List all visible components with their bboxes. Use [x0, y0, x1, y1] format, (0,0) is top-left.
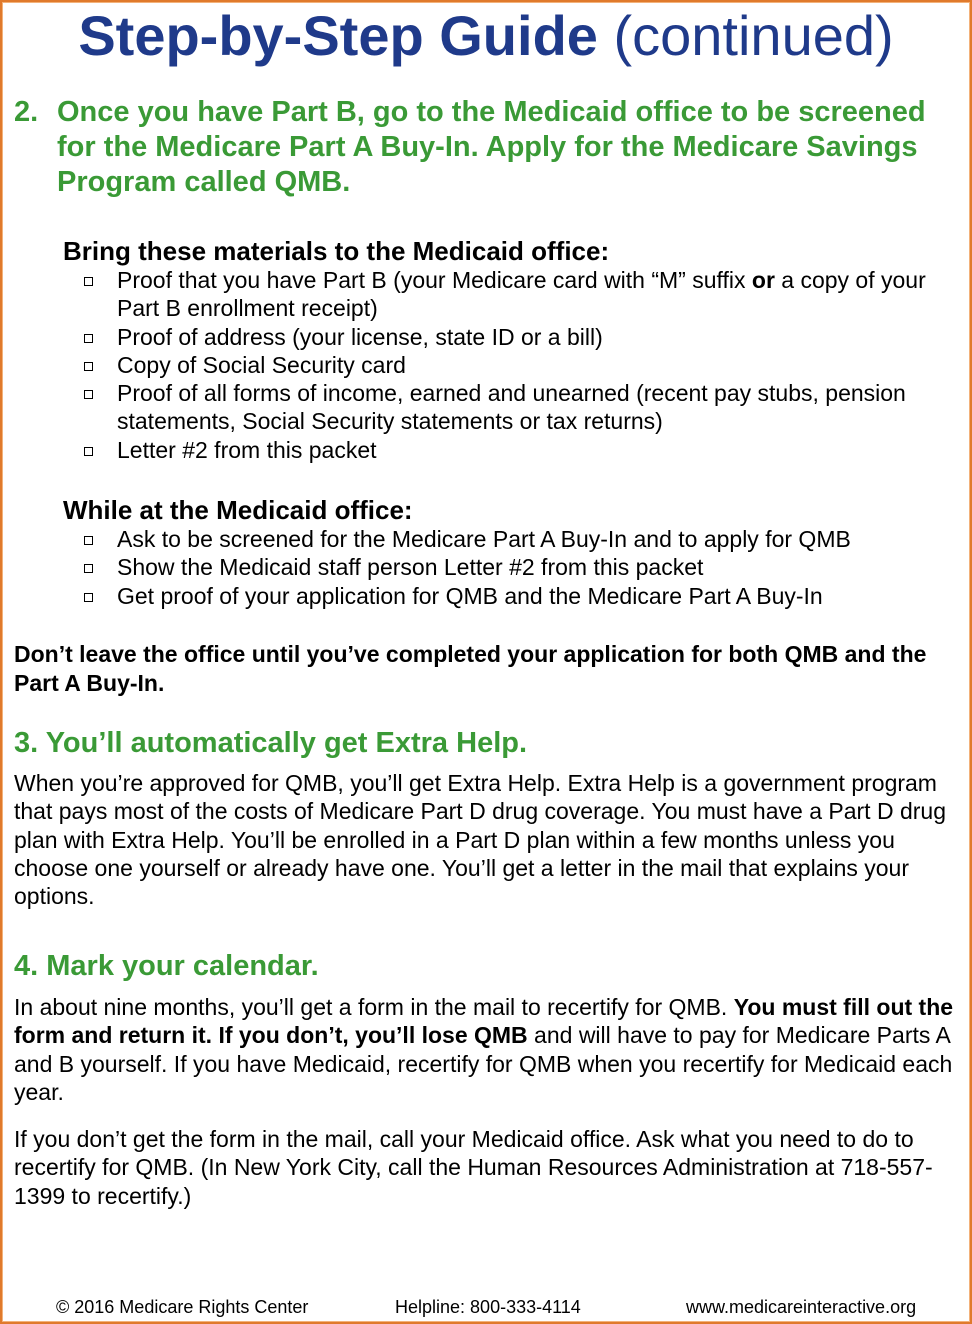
paragraph-emphasis: You must fill out the form and return it. If you don’t, you’ll lose QMB — [14, 994, 954, 1049]
item-text-emphasis: or — [751, 267, 775, 293]
step-3-body: When you’re approved for QMB, you’ll get Extra Help. Extra Help is a government program that pays most of the costs of Medicare Part D drug coverage. You must have a Part D drug plan with Extra Help. You’ll be enrolled in a Part D plan within a few months unless you choose one yourself or already have one. You’ll get a letter in the mail that explains your options. — [14, 770, 946, 910]
item-text: Get proof of your application for QMB and the Medicare Part A Buy-In — [117, 582, 823, 609]
item-text: Ask to be screened for the Medicare Part A Buy-In and to apply for QMB — [117, 526, 851, 552]
paragraph-text: and will have to pay for Medicare Parts A and B yourself. If you have Medicaid, recertify for QMB when you recertify for Medicaid each year. — [14, 1022, 953, 1105]
item-text: Letter #2 from this packet — [117, 436, 377, 463]
checklist-item — [63, 436, 968, 464]
item-text: Proof of all forms of income, earned and unearned (recent pay stubs, pension statements, Social Security statements or tax returns) — [117, 380, 906, 435]
checklist-item — [63, 266, 968, 323]
item-text: Copy of Social Security card — [117, 351, 406, 378]
office-heading: While at the Medicaid office: — [63, 495, 413, 525]
checkbox-icon — [84, 593, 93, 602]
step-4-paragraph-2: If you don’t get the form in the mail, call your Medicaid office. Ask what you need to do to recertify for QMB. (In New York City, call the Human Resources Administration at 718-557-1399 to recertify.) — [14, 1126, 933, 1209]
title-main: Step-by-Step Guide — [78, 4, 598, 67]
step-3-heading: 3. You’ll automatically get Extra Help. — [14, 727, 528, 759]
checkbox-icon — [84, 334, 93, 343]
step-2-number: 2. — [14, 96, 39, 128]
materials-checklist — [63, 266, 968, 464]
item-text: Show the Medicaid staff person Letter #2 from this packet — [117, 554, 704, 581]
item-text: a copy of your Part B enrollment receipt) — [117, 267, 926, 322]
checklist-item — [63, 379, 968, 436]
page-title — [2, 4, 970, 68]
checklist-item — [63, 553, 968, 581]
step-4-heading: 4. Mark your calendar. — [14, 950, 319, 982]
office-section — [63, 495, 968, 610]
office-checklist — [63, 525, 968, 610]
item-text: Proof of address (your license, state ID or a bill) — [117, 323, 603, 350]
checklist-item — [63, 525, 968, 553]
materials-section — [63, 236, 968, 464]
checklist-item — [63, 582, 968, 610]
checkbox-icon — [84, 362, 93, 371]
checkbox-icon — [84, 447, 93, 456]
checkbox-icon — [84, 564, 93, 573]
checklist-item — [63, 351, 968, 379]
footer-copyright: © 2016 Medicare Rights Center — [56, 1297, 309, 1317]
paragraph-text: In about nine months, you’ll get a form in the mail to recertify for QMB. — [14, 994, 734, 1020]
checklist-item — [63, 323, 968, 351]
item-text: Proof that you have Part B (your Medicare card with “M” suffix — [117, 267, 752, 293]
checkbox-icon — [84, 390, 93, 399]
step-2-text: Once you have Part B, go to the Medicaid office to be screened for the Medicare Part A Buy-In. Apply for the Medicare Savings Program called QMB. — [57, 96, 926, 198]
title-suffix: (continued) — [597, 4, 894, 67]
checkbox-icon — [84, 536, 93, 545]
step-4-paragraph-1 — [14, 993, 966, 1106]
footer-helpline: Helpline: 800-333-4114 — [395, 1297, 581, 1317]
checkbox-icon — [84, 277, 93, 286]
warning-note: Don’t leave the office until you’ve completed your application for both QMB and the Part A Buy-In. — [14, 641, 927, 696]
materials-heading: Bring these materials to the Medicaid office: — [63, 236, 610, 266]
step-2 — [14, 95, 969, 200]
footer-website: www.medicareinteractive.org — [686, 1297, 917, 1317]
